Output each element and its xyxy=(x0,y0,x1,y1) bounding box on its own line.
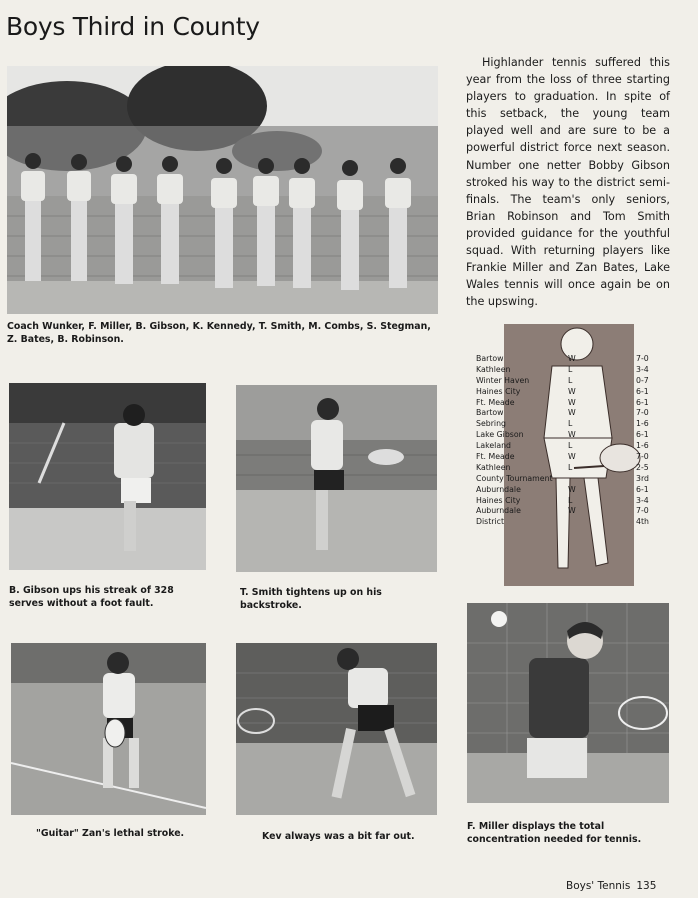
result xyxy=(568,517,608,528)
score-row xyxy=(476,474,656,485)
article-body: Highlander tennis suffered this year from the loss of three starting players to graduation. In spite of this setback, the young team played well and are sure to be a powerful district force next season. Number one netter Bobby Gibson stroked his way to the district semi-finals. The team's only seniors, Brian Robinson and Tom Smith provided guidance for the youthful squad. With returning players like Frankie Miller and Zan Bates, Lake Wales tennis will once again be on the upswing. xyxy=(466,56,670,309)
result: L xyxy=(568,419,573,429)
opponent: Ft. Meade xyxy=(476,397,515,407)
score: 6-1 xyxy=(636,397,649,407)
score-row xyxy=(476,463,656,474)
opponent: Haines City xyxy=(476,386,521,396)
result: L xyxy=(568,441,573,451)
opponent: District xyxy=(476,517,505,527)
result: W xyxy=(568,452,576,462)
zan-caption: "Guitar" Zan's lethal stroke. xyxy=(36,828,185,839)
score-row xyxy=(476,354,656,365)
score: 7-0 xyxy=(636,354,649,363)
score: 3-4 xyxy=(636,364,649,374)
result: W xyxy=(568,408,576,418)
opponent: Bartow xyxy=(476,354,504,363)
score: 2-5 xyxy=(636,462,649,472)
page-footer xyxy=(566,880,656,892)
opponent: Lakeland xyxy=(476,441,511,451)
score-row xyxy=(476,430,656,441)
score-row xyxy=(476,365,656,376)
result: W xyxy=(568,354,576,363)
score-row xyxy=(476,485,656,496)
score: 0-7 xyxy=(636,375,649,385)
opponent: Auburndale xyxy=(476,484,521,494)
opponent: County Tournament xyxy=(476,473,553,483)
opponent: Ft. Meade xyxy=(476,452,515,462)
footer-section: Boys' Tennis xyxy=(566,880,631,892)
opponent: Winter Haven xyxy=(476,375,530,385)
score: 7-0 xyxy=(636,408,649,418)
score: 3rd xyxy=(636,473,649,483)
result: W xyxy=(568,397,576,407)
score: 1-6 xyxy=(636,441,649,451)
score-row xyxy=(476,441,656,452)
result: L xyxy=(568,495,573,505)
result xyxy=(568,474,608,485)
score: 7-0 xyxy=(636,506,649,516)
result: L xyxy=(568,375,573,385)
gibson-caption: B. Gibson ups his streak of 328 serves without a foot fault. xyxy=(9,585,174,609)
score-row xyxy=(476,387,656,398)
result: L xyxy=(568,462,573,472)
score-row xyxy=(476,517,656,528)
miller-caption: F. Miller displays the total concentration needed for tennis. xyxy=(467,821,642,845)
score-row xyxy=(476,419,656,430)
score: 1-6 xyxy=(636,419,649,429)
score: 7-0 xyxy=(636,452,649,462)
kev-photo xyxy=(236,643,437,815)
result: W xyxy=(568,430,576,440)
opponent: Lake Gibson xyxy=(476,430,524,440)
score-row xyxy=(476,398,656,409)
result: W xyxy=(568,484,576,494)
team-photo xyxy=(7,66,438,314)
team-photo-caption: Coach Wunker, F. Miller, B. Gibson, K. Kennedy, T. Smith, M. Combs, S. Stegman, Z. Bates, B. Robinson. xyxy=(7,321,431,345)
score-row xyxy=(476,376,656,387)
opponent: Sebring xyxy=(476,419,506,429)
opponent: Kathleen xyxy=(476,462,511,472)
result: W xyxy=(568,506,576,516)
score-row xyxy=(476,452,656,463)
score-row xyxy=(476,496,656,507)
opponent: Kathleen xyxy=(476,364,511,374)
season-scoreboard xyxy=(476,354,656,528)
score-row xyxy=(476,408,656,419)
score: 4th xyxy=(636,517,649,527)
result: W xyxy=(568,386,576,396)
zan-photo xyxy=(11,643,206,815)
opponent: Haines City xyxy=(476,495,521,505)
score: 6-1 xyxy=(636,430,649,440)
page-title: Boys Third in County xyxy=(6,12,260,41)
score: 6-1 xyxy=(636,484,649,494)
score: 3-4 xyxy=(636,495,649,505)
smith-caption: T. Smith tightens up on his backstroke. xyxy=(240,587,382,611)
gibson-photo xyxy=(9,383,206,570)
miller-photo xyxy=(467,603,669,803)
score: 6-1 xyxy=(636,386,649,396)
kev-caption: Kev always was a bit far out. xyxy=(262,831,415,842)
opponent: Auburndale xyxy=(476,506,521,516)
page-number: 135 xyxy=(636,880,657,892)
result: L xyxy=(568,364,573,374)
smith-photo xyxy=(236,385,437,572)
score-row xyxy=(476,506,656,517)
opponent: Bartow xyxy=(476,408,504,418)
